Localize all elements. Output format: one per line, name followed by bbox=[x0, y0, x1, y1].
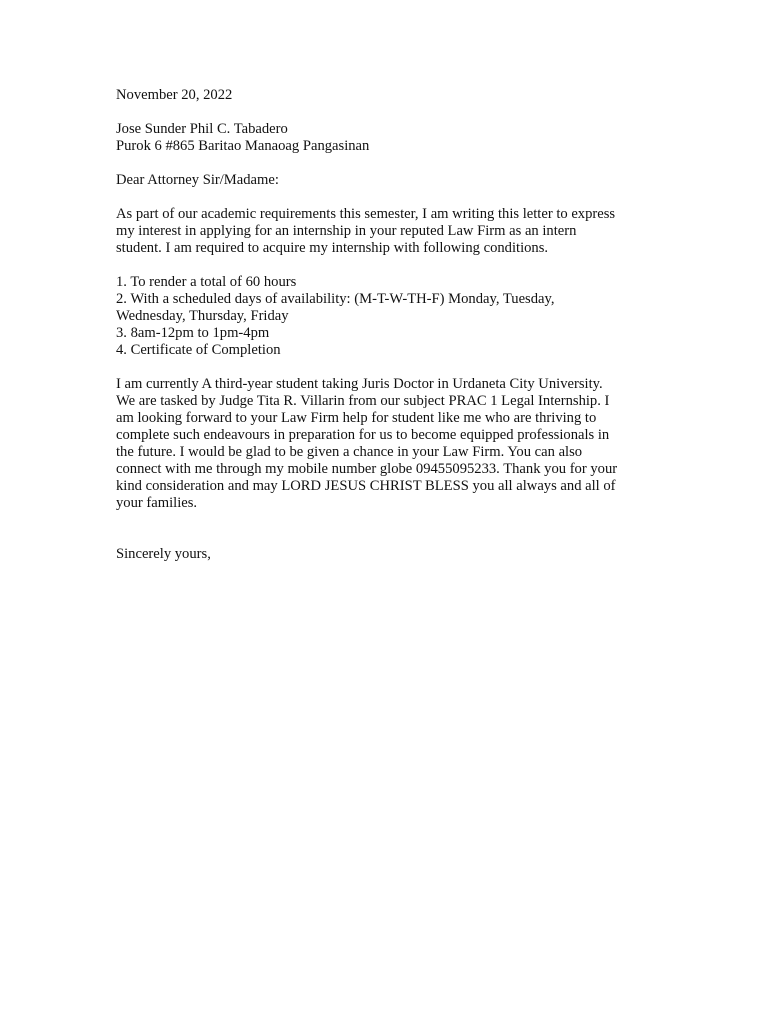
body-line: your families. bbox=[116, 495, 198, 511]
salutation: Dear Attorney Sir/Madame: bbox=[116, 172, 279, 188]
main-paragraph bbox=[116, 376, 656, 512]
spacer bbox=[116, 189, 656, 206]
letter-body bbox=[116, 87, 656, 563]
conditions-list bbox=[116, 274, 656, 359]
intro-line: my interest in applying for an internship in your reputed Law Firm as an intern bbox=[116, 223, 577, 239]
spacer bbox=[116, 512, 656, 546]
closing: Sincerely yours, bbox=[116, 546, 211, 562]
body-line: the future. I would be glad to be given a chance in your Law Firm. You can also bbox=[116, 444, 583, 460]
body-line: We are tasked by Judge Tita R. Villarin from our subject PRAC 1 Legal Internship. I bbox=[116, 393, 610, 409]
spacer bbox=[116, 257, 656, 274]
sender-address: Purok 6 #865 Baritao Manaoag Pangasinan bbox=[116, 138, 370, 154]
spacer bbox=[116, 104, 656, 121]
intro-paragraph bbox=[116, 206, 656, 257]
spacer bbox=[116, 359, 656, 376]
letter-date: November 20, 2022 bbox=[116, 87, 233, 103]
body-line: complete such endeavours in preparation for us to become equipped professionals in bbox=[116, 427, 610, 443]
body-line: connect with me through my mobile number globe 09455095233. Thank you for your bbox=[116, 461, 618, 477]
condition-item: Wednesday, Thursday, Friday bbox=[116, 308, 289, 324]
intro-line: student. I am required to acquire my internship with following conditions. bbox=[116, 240, 549, 256]
body-line: kind consideration and may LORD JESUS CHRIST BLESS you all always and all of bbox=[116, 478, 616, 494]
body-line: am looking forward to your Law Firm help for student like me who are thriving to bbox=[116, 410, 597, 426]
condition-item: 4. Certificate of Completion bbox=[116, 342, 281, 358]
sender-name: Jose Sunder Phil C. Tabadero bbox=[116, 121, 288, 137]
condition-item: 2. With a scheduled days of availability: (M-T-W-TH-F) Monday, Tuesday, bbox=[116, 291, 555, 307]
condition-item: 3. 8am-12pm to 1pm-4pm bbox=[116, 325, 270, 341]
intro-line: As part of our academic requirements this semester, I am writing this letter to express bbox=[116, 206, 616, 222]
spacer bbox=[116, 155, 656, 172]
condition-item: 1. To render a total of 60 hours bbox=[116, 274, 297, 290]
body-line: I am currently A third-year student taking Juris Doctor in Urdaneta City University. bbox=[116, 376, 603, 392]
